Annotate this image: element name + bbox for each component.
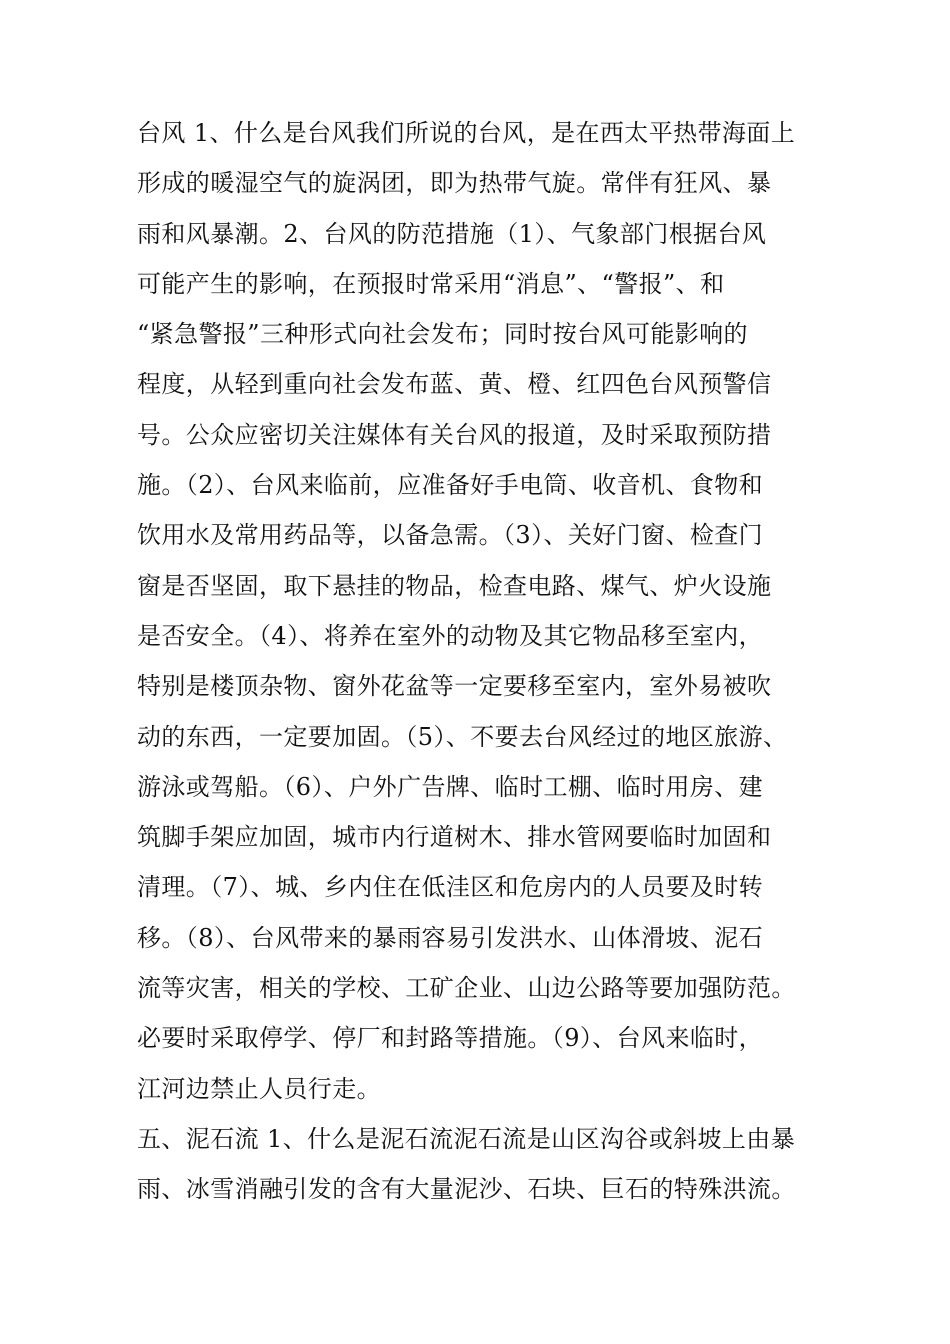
text-line: 施。（2）、台风来临前，应准备好手电筒、收音机、食物和 [137,471,764,500]
text-line: 筑脚手架应加固，城市内行道树木、排水管网要临时加固和 [137,823,772,852]
text-line: 雨和风暴潮。2、台风的防范措施（1）、气象部门根据台风 [137,219,767,248]
text-line: 雨、冰雪消融引发的含有大量泥沙、石块、巨石的特殊洪流。 [137,1175,796,1204]
body-text [137,108,837,1215]
text-line: 游泳或驾船。（6）、户外广告牌、临时工棚、临时用房、建 [137,772,764,801]
text-line: 形成的暖湿空气的旋涡团，即为热带气旋。常伴有狂风、暴 [137,169,772,198]
text-line: 号。公众应密切关注媒体有关台风的报道，及时采取预防措 [137,420,772,449]
text-line: 动的东西，一定要加固。（5）、不要去台风经过的地区旅游、 [137,722,788,751]
text-line: 程度，从轻到重向社会发布蓝、黄、橙、红四色台风预警信 [137,370,772,399]
text-line: 饮用水及常用药品等，以备急需。（3）、关好门窗、检查门 [137,521,764,550]
text-line: 是否安全。（4）、将养在室外的动物及其它物品移至室内， [137,621,764,650]
text-line: 窗是否坚固，取下悬挂的物品，检查电路、煤气、炉火设施 [137,571,772,600]
text-line: 江河边禁止人员行走。 [137,1074,381,1103]
text-line: “紧急警报”三种形式向社会发布；同时按台风可能影响的 [137,320,748,349]
text-line: 移。（8）、台风带来的暴雨容易引发洪水、山体滑坡、泥石 [137,923,764,952]
text-line: 台风 1、什么是台风我们所说的台风，是在西太平热带海面上 [137,119,796,147]
text-line: 可能产生的影响，在预报时常采用“消息”、“警报”、和 [137,269,725,298]
text-line: 特别是楼顶杂物、窗外花盆等一定要移至室内，室外易被吹 [137,672,772,701]
text-line: 必要时采取停学、停厂和封路等措施。（9）、台风来临时， [137,1024,764,1053]
section-heading-line: 五、泥石流 1、什么是泥石流泥石流是山区沟谷或斜坡上由暴 [137,1124,796,1153]
text-line: 清理。（7）、城、乡内住在低洼区和危房内的人员要及时转 [137,873,764,902]
text-line: 流等灾害，相关的学校、工矿企业、山边公路等要加强防范。 [137,974,796,1003]
